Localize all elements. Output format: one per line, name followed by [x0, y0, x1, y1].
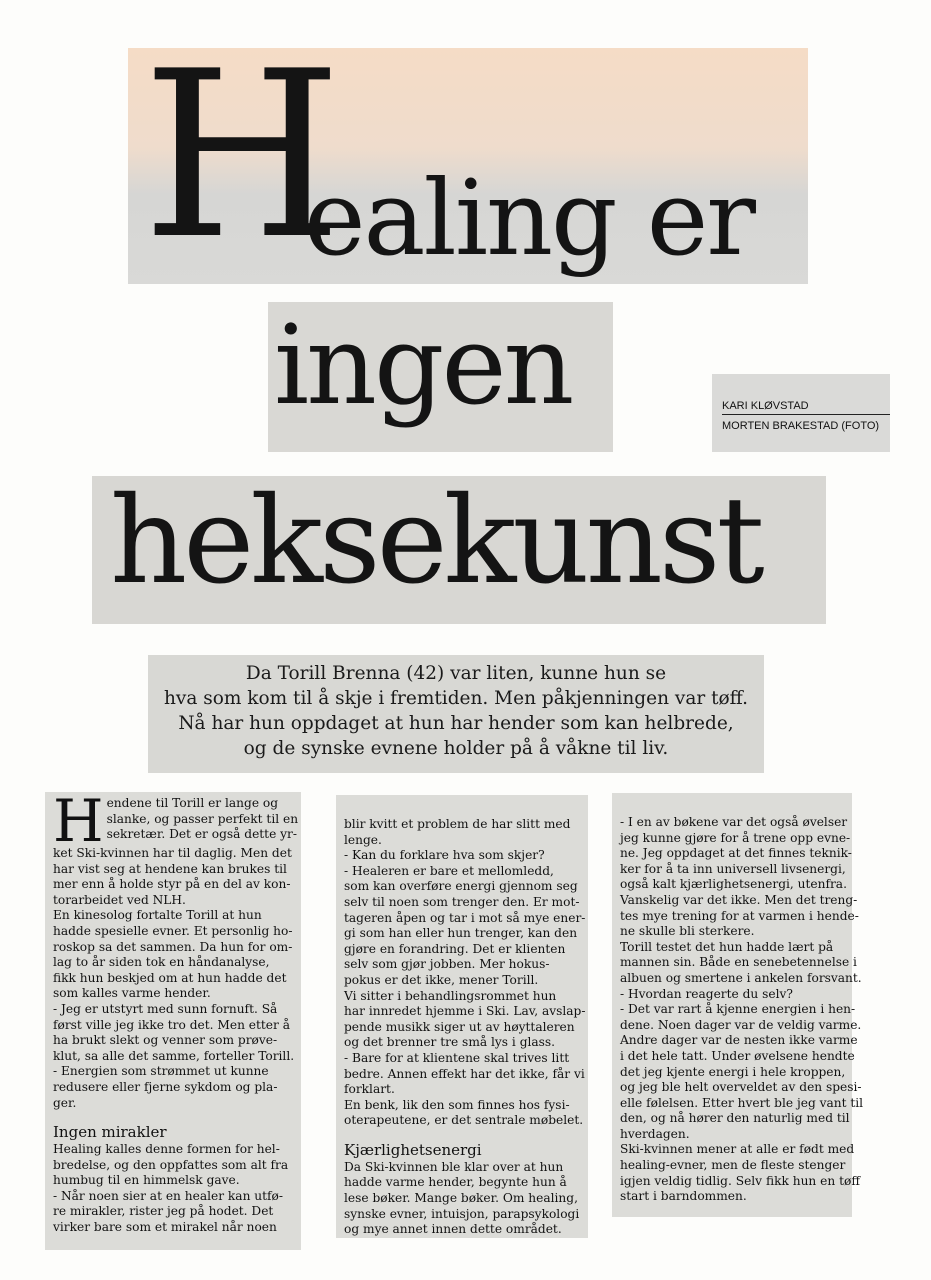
- headline-line3-clipping: [92, 472, 826, 624]
- lead-line: Nå har hun oppdaget at hun har hender som kan helbrede,: [178, 713, 734, 734]
- text-line: Ski-kvinnen mener at alle er født med: [620, 1142, 855, 1157]
- text-line: forklart.: [344, 1082, 395, 1097]
- headline-line1: ealing er: [304, 157, 754, 279]
- lead-line: hva som kom til å skje i fremtiden. Men påkjenningen var tøff.: [163, 688, 749, 709]
- text-line: - Jeg er utstyrt med sunn fornuft. Så: [53, 1001, 278, 1016]
- headline-drop-letter: H: [142, 23, 339, 290]
- text-line: selv som gjør jobben. Mer hokus-: [344, 957, 550, 972]
- text-line: og mye annet innen dette området.: [344, 1222, 562, 1237]
- text-line: gi som han eller hun trenger, kan den: [344, 926, 578, 941]
- text-line: ger.: [53, 1095, 77, 1110]
- lead-line: Da Torill Brenna (42) var liten, kunne hun se: [245, 663, 667, 684]
- text-line: klut, sa alle det samme, forteller Torill.: [53, 1048, 295, 1063]
- text-line: tes mye trening for at varmen i hende-: [620, 908, 859, 923]
- lead-line: og de synske evnene holder på å våkne til liv.: [243, 738, 669, 759]
- article-column-1: [45, 787, 301, 1250]
- text-line: virker bare som et mirakel når noen: [53, 1220, 277, 1235]
- text-line: gjøre en forandring. Det er klienten: [344, 941, 566, 956]
- headline-line3: heksekunst: [110, 472, 761, 611]
- text-line: også kalt kjærlighetsenergi, utenfra.: [620, 877, 847, 892]
- subhead-ingen-mirakler: Ingen mirakler: [53, 1123, 167, 1142]
- text-line: re mirakler, rister jeg på hodet. Det: [53, 1204, 274, 1219]
- text-line: Vanskelig var det ikke. Men det treng-: [620, 892, 858, 907]
- text-line: - Kan du forklare hva som skjer?: [344, 848, 545, 863]
- text-line: elle følelsen. Etter hvert ble jeg vant til: [620, 1095, 864, 1110]
- text-line: start i barndommen.: [620, 1189, 747, 1204]
- text-line: jeg kunne gjøre for å trene opp evne-: [620, 830, 851, 845]
- text-line: sekretær. Det er også dette yr-: [106, 827, 297, 842]
- text-line: En kinesolog fortalte Torill at hun: [53, 908, 262, 923]
- text-line: pokus er det ikke, mener Torill.: [344, 972, 539, 987]
- text-line: synske evner, intuisjon, parapsykologi: [344, 1206, 580, 1221]
- byline-reporter: KARI KLØVSTAD: [722, 400, 809, 412]
- text-line: ha brukt slekt og venner som prøve-: [53, 1033, 278, 1048]
- text-line: Healing kalles denne formen for hel-: [53, 1142, 280, 1157]
- text-line: endene til Torill er lange og: [106, 796, 279, 810]
- text-line: roskop sa det sammen. Da hun for om-: [53, 939, 293, 954]
- text-line: lese bøker. Mange bøker. Om healing,: [344, 1191, 578, 1206]
- text-line: først ville jeg ikke tro det. Men etter å: [53, 1017, 290, 1032]
- lead-paragraph: [148, 655, 764, 773]
- column-2-body-cont: [344, 1160, 580, 1238]
- text-line: dene. Noen dager var de veldig varme.: [620, 1017, 862, 1032]
- text-line: bredelse, og den oppfattes som alt fra: [53, 1157, 289, 1172]
- headline-line2-clipping: [268, 302, 613, 452]
- column-3-body: [620, 815, 864, 1205]
- headline-line2: ingen: [274, 301, 572, 429]
- text-line: som kan overføre energi gjennom seg: [344, 879, 578, 894]
- text-line: Torill testet det hun hadde lært på: [620, 939, 834, 954]
- text-line: og jeg ble helt overveldet av den spesi-: [620, 1080, 862, 1095]
- text-line: lag to år siden tok en håndanalyse,: [53, 955, 270, 970]
- text-line: - Det var rart å kjenne energien i hen-: [620, 1002, 856, 1017]
- subhead-kjaerlighetsenergi: Kjærlighetsenergi: [344, 1140, 482, 1159]
- text-line: igjen veldig tidlig. Selv fikk hun en tøff: [620, 1173, 860, 1188]
- headline-line1-clipping: [128, 23, 808, 290]
- text-line: redusere eller fjerne sykdom og pla-: [53, 1079, 278, 1094]
- text-line: healing-evner, men de fleste stenger: [620, 1158, 846, 1173]
- text-line: albuen og smertene i ankelen forsvant.: [620, 970, 862, 985]
- text-line: tageren åpen og tar i mot så mye ener-: [344, 910, 586, 925]
- text-line: - Energien som strømmet ut kunne: [53, 1064, 269, 1079]
- drop-cap: H: [53, 787, 104, 855]
- text-line: mannen sin. Både en senebetennelse i: [620, 955, 857, 970]
- text-line: blir kvitt et problem de har slitt med: [344, 817, 571, 831]
- article-column-3: [612, 793, 864, 1217]
- text-line: i det hele tatt. Under øvelsene hendte: [620, 1048, 855, 1063]
- text-line: - Healeren er bare et mellomledd,: [344, 863, 554, 878]
- text-line: hverdagen.: [620, 1126, 690, 1141]
- text-line: lenge.: [344, 832, 382, 847]
- text-line: slanke, og passer perfekt til en: [106, 811, 299, 826]
- text-line: hadde varme hender, begynte hun å: [344, 1175, 567, 1190]
- byline-photographer: MORTEN BRAKESTAD (FOTO): [722, 420, 880, 432]
- text-line: Andre dager var de nesten ikke varme: [620, 1033, 858, 1048]
- column-2-body: [344, 817, 586, 1129]
- column-1-body: [53, 846, 293, 1111]
- text-line: oterapeutene, er det sentrale møbelet.: [344, 1113, 584, 1128]
- text-line: ne skulle bli sterkere.: [620, 924, 755, 939]
- text-line: - Bare for at klientene skal trives litt: [344, 1050, 570, 1065]
- text-line: - I en av bøkene var det også øvelser: [620, 815, 848, 829]
- text-line: humbug til en himmelsk gave.: [53, 1173, 240, 1188]
- text-line: - Når noen sier at en healer kan utfø-: [53, 1188, 284, 1203]
- text-line: ket Ski-kvinnen har til daglig. Men det: [53, 846, 292, 860]
- text-line: Da Ski-kvinnen ble klar over at hun: [344, 1159, 564, 1174]
- text-line: - Hvordan reagerte du selv?: [620, 986, 793, 1001]
- text-line: som kalles varme hender.: [53, 986, 211, 1001]
- text-line: En benk, lik den som finnes hos fysi-: [344, 1097, 570, 1112]
- text-line: den, og nå hører den naturlig med til: [620, 1111, 850, 1126]
- text-line: ne. Jeg oppdaget at det finnes teknik-: [620, 846, 852, 861]
- article-column-2: [336, 795, 588, 1238]
- byline-rule: [722, 414, 890, 415]
- byline-clipping: [712, 374, 890, 452]
- text-line: selv til noen som trenger den. Er mot-: [344, 894, 580, 909]
- text-line: fikk hun beskjed om at hun hadde det: [53, 970, 287, 985]
- text-line: bedre. Annen effekt har det ikke, får vi: [344, 1066, 585, 1081]
- text-line: og det brenner tre små lys i glass.: [344, 1035, 556, 1050]
- text-line: torarbeidet ved NLH.: [53, 892, 186, 907]
- text-line: mer enn å holde styr på en del av kon-: [53, 877, 291, 892]
- text-line: pende musikk siger ut av høyttaleren: [344, 1019, 575, 1034]
- text-line: hadde spesielle evner. Et personlig ho-: [53, 923, 293, 938]
- text-line: ker for å ta inn universell livsenergi,: [620, 861, 846, 876]
- text-line: har vist seg at hendene kan brukes til: [53, 861, 287, 876]
- column-1-body-cont: [53, 1142, 293, 1236]
- text-line: har innredet hjemme i Ski. Lav, avslap-: [344, 1004, 586, 1019]
- text-line: det jeg kjente energi i hele kroppen,: [620, 1064, 846, 1079]
- text-line: Vi sitter i behandlingsrommet hun: [344, 988, 557, 1003]
